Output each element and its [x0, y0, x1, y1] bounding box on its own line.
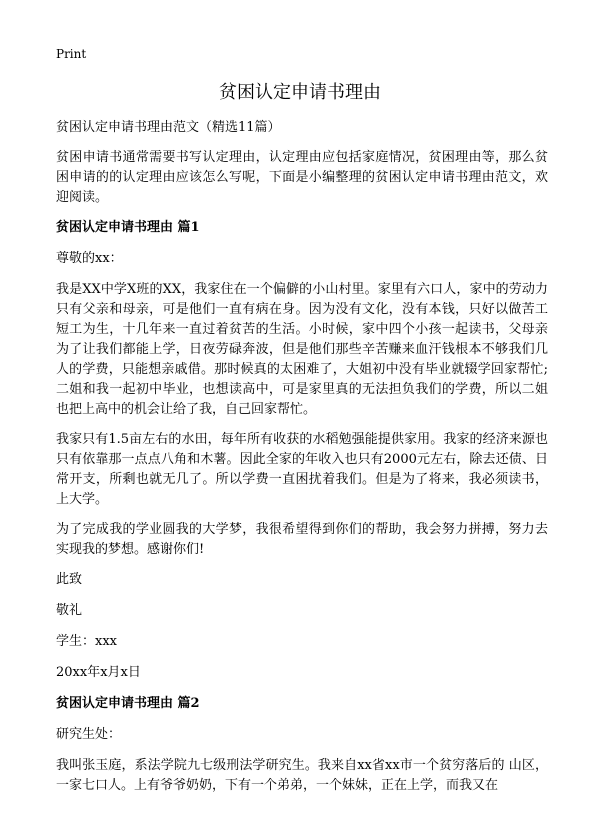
paragraph-1-2: 我家只有1.5亩左右的水田，每年所有收获的水稻勉强能提供家用。我家的经济来源也只有依靠那一点点八角和木薯。因此全家的年收入也只有2000元左右，除去还债、日常开支，所剩也就无几了。所以学费一直困扰着我们。但是为了将来，我必须读书，上大学。 [56, 432, 548, 507]
subtitle: 贫困认定申请书理由范文（精选11篇） [56, 120, 281, 135]
page-title: 贫困认定申请书理由 [219, 82, 381, 103]
section-heading-1: 贫困认定申请书理由 篇1 [56, 220, 200, 235]
intro-paragraph: 贫困申请书通常需要书写认定理由，认定理由应包括家庭情况，贫困理由等，那么贫困申请的的认定理由应该怎么写呢，下面是小编整理的贫困认定申请书理由范文，欢迎阅读。 [56, 150, 548, 205]
student-signature: 学生：xxx [56, 634, 117, 649]
print-link[interactable]: Print [56, 47, 87, 61]
document-body [56, 118, 548, 806]
section-heading-2: 贫困认定申请书理由 篇2 [56, 696, 200, 711]
letter-date: 20xx年x月x日 [56, 665, 141, 680]
paragraph-2-1: 我叫张玉庭，系法学院九七级刑法学研究生。我来自xx省xx市一个贫穷落后的 山区，一家七口人。上有爷爷奶奶，下有一个弟弟，一个妹妹，正在上学，而我又在 [56, 758, 548, 793]
paragraph-1-3: 为了完成我的学业圆我的大学梦，我很希望得到你们的帮助，我会努力拼搏，努力去实现我的梦想。感谢你们! [56, 522, 548, 557]
closing-jing-li: 敬礼 [56, 603, 83, 618]
paragraph-1-1: 我是XX中学X班的XX，我家住在一个偏僻的小山村里。家里有六口人，家中的劳动力只有父亲和母亲，可是他们一直有病在身。因为没有文化，没有本钱，只好以做苦工短工为生，十几年来一直过着贫苦的生活。小时候，家中四个小孩一起读书，父母亲为了让我们都能上学，日夜劳碌奔波，但是他们那些辛苦赚来血汗钱根本不够我们几人的学费，只能想亲戚借。那时候真的太困难了，大姐初中没有毕业就辍学回家帮忙;二姐和我一起初中毕业，也想读高中，可是家里真的无法担负我们的学费，所以二姐也把上高中的机会让给了我，自己回家帮忙。 [56, 282, 548, 417]
salutation-1: 尊敬的xx： [56, 251, 123, 266]
salutation-2: 研究生处： [56, 727, 122, 742]
closing-ci-zhi: 此致 [56, 572, 83, 587]
